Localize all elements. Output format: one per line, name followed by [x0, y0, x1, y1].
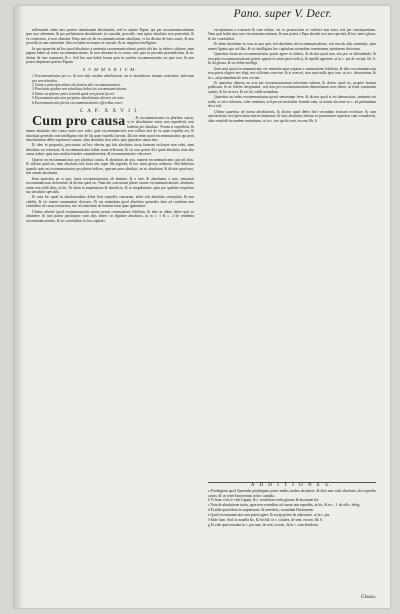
addition-item: f Adde Ioan. And. in nouella hic, & Archid. in c. si iudex, de sent. excom. lib. 6. [208, 518, 323, 523]
left-paragraph: sollemniter enim uero praeter intentionem absoluentis, sed ex statuto Papae, qui per excommunicationem ipso iure obtentam, & per prelationem absolutionis in consulta, procedit; cum igitur absolutio non praecedat, & ex coniectura, si non obstante, Reus non est ab excommunicatione absolutus, vt ita dicatur de istis causis, & non procedit in uim sententiae. Ideo se habet accusatus in vinculo, & sic negatiue intelligitur. [26, 28, 194, 46]
right-paragraph: Quaeritur an iudex excommunicatus possit sententiam ferre, & dicitur quod si est denunciatus, sententia est nulla; si vero toleratus, valet sententia, sed peccat mortaliter ferendo eam, ut notant doctores in c. ad probandum de re iud. [208, 95, 376, 109]
left-body-paragraph: Ultimo adverte quod excommunicatio maior priuat communione fidelium, & ideo in dubio debet quis se abstinere; & non potest participare cum alijs donec sit legitime absolutus, ut in c. 1 & c. 2 de sententia excommunicationis, & sic concluditur in hoc capitulo. [26, 209, 194, 223]
left-body-paragraph: Quaero an excommunicatus pro pluribus causis, & absolutus ab una, maneat excommunicatus quo ad alias. Et videtur quod sic, nam absolutio non facta nisi super illa expreßa, & hoc tenet glossa ordinaria. Sed dubitatur quando quis est excommunicatus per plures iudices, quorum unus absoluit, an sit absolutus; & dicitur quod non, nisi omnes absoluant. [26, 157, 194, 176]
addition-item: g Et vide quae notantur in c. per tuas, de sent. excom., & in c. cum desideres. [208, 522, 319, 527]
addition-item: b Vt hunc volo le vide Lapum. & c. secundum verba glossae & doctorum hic. [208, 498, 320, 503]
additions-section [208, 482, 376, 528]
catchword: Glossa. [360, 595, 376, 600]
chapter-heading: C A P. X X V I I. [79, 108, 141, 115]
right-paragraph: Quaeritur etiam an excommunicatus possit agere in iudicio, & dicitur quod non, nisi pro se defendendo; & exceptio excommunicationis potest opponi in omni parte iudicij, & repellit agentem, ut in c. pia de except. lib. 6. & ibi glossa, & sic debet intelligi. [208, 52, 376, 66]
summary-heading: S V M M A R I V M. [82, 66, 138, 72]
addition-item: d Et adde quod idem in suspensione, & interdicto, secundum Hostiensem. [208, 508, 315, 513]
summary-list [26, 74, 194, 105]
right-paragraph: Ultimo quaeritur de forma absolutionis, & dicitur quod debet fieri secundum formam ecclesiae, & cum satisfactione, nisi periculum mortis immineat; & tunc absolutus tenetur se praesentare superiori cum conualuerit, alias reincidit in eandem sententiam, ut in c. eos qui de sent. excom. lib. 6. [208, 109, 376, 123]
additions-heading: A D D I T I O N E S. [250, 483, 334, 488]
summary-item: 2 Canis a principio aliam electionem sibi excommunicatum. [32, 82, 121, 87]
book-page [14, 6, 390, 608]
page-header [14, 8, 390, 24]
opening-words: Cum pro causa [32, 113, 126, 129]
gutter-shadow [14, 6, 24, 608]
addition-item: c Nota de absolutione tacita, quae non extenditur ad causas non expreßas, ut hic, & in c. 1. de offic. deleg. [208, 503, 361, 508]
right-paragraph: exceptionem a contrario & cum ordine, cui ex possessione se conferre non esset, nisi per consequentiam. Nam quis habet ipso iure excommunicationem, & non potest a Papa absolui nisi iure speciali; & hoc tenet glossa, & hic concluditur. [208, 28, 376, 41]
right-paragraph: Et quaeritur ulterius an acta per excommunicatum toleratum valeant, & dicitur quod sic, propter bonum publicum, & ne fideles decipiantur; sed acta per excommunicatum denunciatum non valent, ut tenet communis opinio, & hic in text. Et est hic valde notandum. [208, 80, 376, 94]
summary-item: 5 Excommunicatio non perpetuo absolutionis ubi non est iuris. [32, 96, 125, 101]
summary-item: 6 Excommunicatio plenis excommunicationis effectibus caret. [32, 100, 124, 105]
left-body-paragraph: Item quaeritur an si quis fuerit excommunicatus ab homine, & a iure, & absoluatur a iure, remaneat excommunicatus ab homine; & dicitur quod sic. Nam ubi concurrunt plures causae excommunicationis, absolutio unius non tollit alias, ut hic. Et idem in suspensione & interdicto, & in irregularitate, quia pro qualibet requiritur sua absolutio specialis. [26, 176, 194, 194]
left-body-paragraph: Et nota hic quod in absolutionibus debet fieri expreßio causarum, aliter erit absolutio surreptitia, & non valebit, & sic tenent communiter doctores. Et est notandum quod absolutio generalis data ad cautelam non extenditur ad casus reseruatos, nec ad sententias ab homine latas quae ignorantur. [26, 195, 194, 209]
addition-item: a Priuilegium quod Quarendo priuilegium potest multis iuribus absoluere, & ideo non valet absolutio, nisi expreßis causis; & sic tenet Innocentius in hoc capitulo. [208, 489, 376, 498]
additions-list [208, 489, 376, 527]
left-paragraph: In quo quaeritur ad hoc quod absolutus a sententia excommunicationis possit sibi hoc in iudicio obijcere, nam papam habet ab initio excommunicatione, & non obstante in ea causa, nisi quia in proceßu praeiudicium, & sic dicitur de iure communi, & c. Sed hoc non habet locum quia in casibus excommunicatio est ipso iure, & non potest dispensari praeter Papam. [26, 46, 194, 65]
left-body-paragraph: Et ideo in proposito, procurator ad hoc electus qui fuit absolutus iuxta formam ecclesiae non valet, nam absolutio est reseruata, & excommunicatio habet suum effectum; & sic non potest dici quod absolutio data alia causa ualeat, quia tunc multae fraudes committerentur, & excommunicatio vilesceret. [26, 143, 194, 157]
chapter-opening [26, 113, 194, 143]
opening-text: , & excommunicatus ex pluribus causis, si in absolutione vnius non expreßerit, non habetur pro absoluto. Verum si expreßerit, & tamen absolutio alia causa tacita non valet, quia excommunicatio non tollitur nisi de ea quae expreßa est, & absolutio generalis non intelligitur nisi de his quae expreßa fuerunt. Dicitur enim quod excommunicatus qui petit absolutionem debet exprimere causas, alias absolutio non valet, quia ignoratur status eius. [26, 115, 194, 142]
summary-item: 3 Praelatus quidem non absolutus habet ius excommunicationis. [32, 87, 128, 92]
addition-item: e Quod excommunicatus non potest agere, & excipi potest ab aduersario, ut in c. pia. [208, 513, 330, 518]
right-column [208, 28, 376, 124]
right-paragraph: Item nota quod excommunicatio est sententia quae separat a communione fidelium, & ideo excommunicatus non potest eligere nec eligi, nec officium exercere; & si exercet, acta sunt nulla ipso iure, ut in c. decernimus, & in c. ad probandum de sent. excom. [208, 66, 376, 80]
running-head: Pano. super V. Decr. [233, 8, 332, 20]
left-column [26, 28, 194, 224]
summary-item: 4 Tanta exceptione patet tenendi quod non potest facere. [32, 91, 116, 96]
summary-item: 1 Excommunicatus pro re, & non alijs casibus absolutionis, an in absolutione tantum sententiae, habeatur pro non absoluto. [32, 74, 194, 83]
right-paragraph: Et idem dicendum in casu in quo quis fuit absolutus ab excommunicatione, sed non ab alijs sententijs, quia manet ligatus quo ad illas; & sic intelligitur hoc capitulum secundum communem opinionem doctorum. [208, 42, 376, 51]
